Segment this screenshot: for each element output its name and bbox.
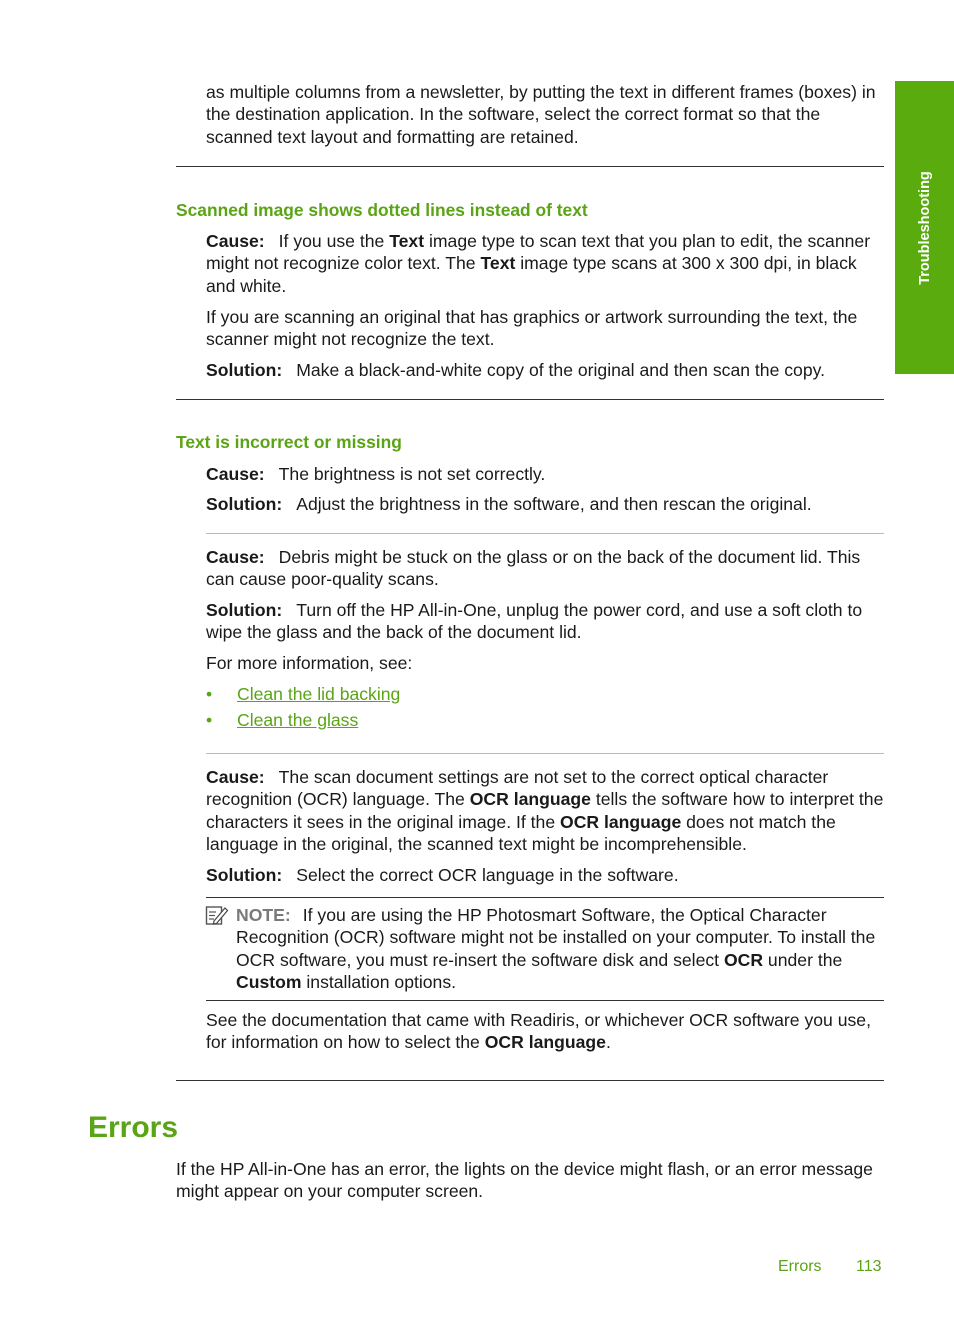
solution-label: Solution: [206,360,283,380]
solution-text: Select the correct OCR language in the software. [296,865,679,885]
link-clean-lid-backing[interactable]: Clean the lid backing [237,684,401,704]
see-text: See the documentation that came with Readiris, or whichever OCR software you use, for information on how to select the [206,1010,871,1053]
note-pencil-icon [205,904,229,928]
dotted-solution [206,359,886,381]
side-tab [895,81,954,374]
block-divider [206,753,884,754]
cause-label: Cause: [206,464,265,484]
section-divider [176,1080,884,1081]
errors-heading: Errors [88,1111,179,1144]
dotted-cause [206,230,886,297]
missing-cause-2 [206,546,886,591]
note-bottom-rule [206,1000,884,1001]
solution-label: Solution: [206,600,283,620]
missing-solution-3 [206,864,886,886]
solution-text: Turn off the HP All-in-One, unplug the power cord, and use a soft cloth to wipe the glass and the back of the document lid. [206,600,863,643]
missing-cause-3 [206,766,886,856]
cause-text: does not match the language in the original, the scanned text might be incomprehensible. [206,811,836,855]
link-clean-glass[interactable]: Clean the glass [237,710,359,730]
note-label: NOTE: [236,905,291,925]
footer-page-number: 113 [856,1258,882,1275]
bullet-icon: • [206,684,213,704]
note-text: under the [763,949,843,970]
cause-text: image type scans at 300 x 300 dpi, in black and white. [206,253,857,296]
missing-cause-1 [206,463,886,485]
cause-text: If you use the [278,231,390,251]
footer-section-name: Errors [778,1258,822,1275]
cause-bold: OCR language [560,811,682,832]
more-info: For more information, see: [206,653,413,673]
bullet-icon: • [206,710,213,730]
solution-label: Solution: [206,865,283,885]
cause-text: image type to scan text that you plan to edit, the scanner might not recognize color text. The [206,231,871,274]
dotted-paragraph: If you are scanning an original that has graphics or artwork surrounding the text, the scanner might not recognize the text. [206,307,858,350]
cause-text: The brightness is not set correctly. [278,464,546,484]
block-divider [206,533,884,534]
missing-solution-1 [206,493,886,515]
solution-text: Adjust the brightness in the software, and then rescan the original. [296,494,812,514]
cause-label: Cause: [206,231,265,251]
see-bold: OCR language [484,1032,606,1053]
see-documentation [206,1009,886,1054]
note-text: installation options. [301,972,457,993]
heading-dotted-lines: Scanned image shows dotted lines instead of text [176,200,588,220]
cause-text: The scan document settings are not set to the correct optical character recognition (OCR) language. The [206,767,829,810]
cause-label: Cause: [206,547,265,567]
section-divider [176,399,884,400]
side-tab-label: Troubleshooting [916,170,933,285]
section-divider [176,166,884,167]
missing-solution-2 [206,599,886,644]
see-text: . [605,1032,611,1053]
note-bold: OCR [723,949,764,970]
cause-bold: Text [389,231,425,251]
cause-label: Cause: [206,767,265,787]
solution-label: Solution: [206,494,283,514]
heading-text-missing: Text is incorrect or missing [176,432,402,452]
note-top-rule [206,897,884,898]
solution-text: Make a black-and-white copy of the original and then scan the copy. [296,360,825,380]
note-text: If you are using the HP Photosmart Software, the Optical Character Recognition (OCR) software might not be installed on your computer. To install the OCR software, you must re-insert the software disk and select [236,905,876,970]
note-bold: Custom [236,972,302,993]
cause-text: tells the software how to interpret the characters it sees in the original image. If the [206,789,884,832]
cause-bold: Text [480,253,516,274]
intro-paragraph: as multiple columns from a newsletter, by putting the text in different frames (boxes) in the destination application. In the software, select the correct format so that the scanned text layout and formatting are retained. [206,82,876,147]
note-box [236,904,884,994]
cause-bold: OCR language [469,789,591,810]
errors-paragraph: If the HP All-in-One has an error, the lights on the device might flash, or an error message might appear on your computer screen. [176,1159,873,1202]
cause-text: Debris might be stuck on the glass or on the back of the document lid. This can cause poor-quality scans. [206,547,861,590]
